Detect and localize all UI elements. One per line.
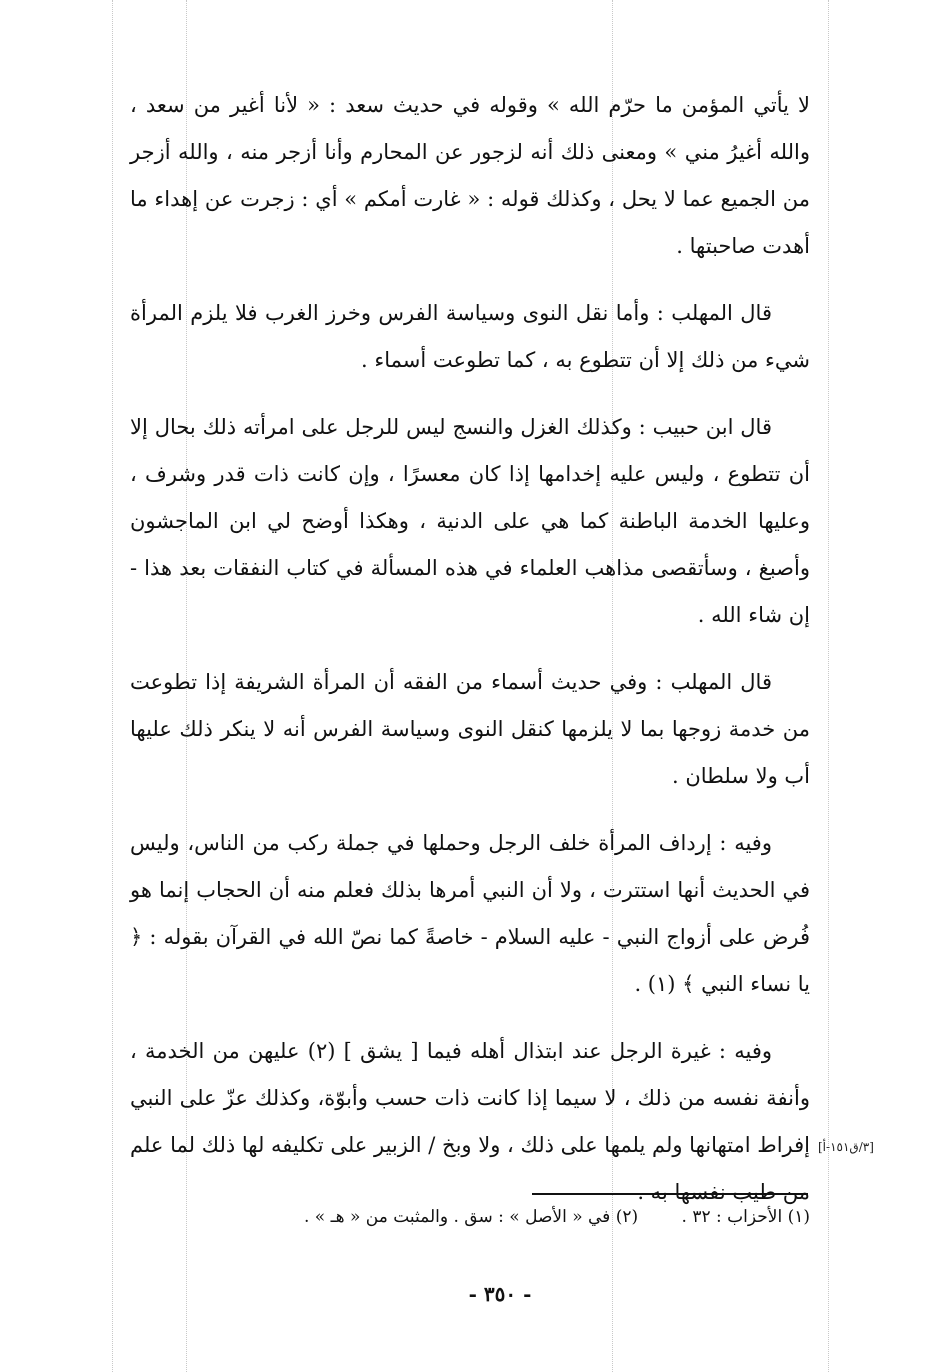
paragraph: وفيه : غيرة الرجل عند ابتذال أهله فيما [ يشق ] (٢) عليهن من الخدمة ، وأنفة نفسه من ذلك ، لا سيما إذا كانت ذات حسب وأبوّة، وكذلك عزّ على النبي إفراط امتهانها ولم يلمها على ذلك ، ولا وبخ / الزبير على تكليفه لها ذلك لما علم من طيب نفسها به .	[130, 1039, 810, 1204]
scan-guide-line	[828, 0, 829, 1372]
main-text	[130, 82, 810, 1236]
footnote-divider	[532, 1193, 808, 1195]
paragraph: قال المهلب : وأما نقل النوى وسياسة الفرس وخرز الغرب فلا يلزم المرأة شيء من ذلك إلا أن تتطوع به ، كما تطوعت أسماء .	[130, 301, 810, 372]
paragraph: لا يأتي المؤمن ما حرّم الله » وقوله في حديث سعد : « لأنا أغير من سعد ، والله أغيرُ مني » ومعنى ذلك أنه لزجور عن المحارم وأنا أزجر منه ، والله أزجر من الجميع عما لا يحل ، وكذلك قوله : « غارت أمكم » أي : زجرت عن إهداء ما أهدت صاحبتها .	[130, 93, 810, 258]
footnote-1: (١) الأحزاب : ٣٢ .	[681, 1207, 810, 1227]
footnotes	[170, 1207, 810, 1227]
page-number: - ٣٥٠ -	[468, 1282, 532, 1306]
paragraph: قال ابن حبيب : وكذلك الغزل والنسج ليس للرجل على امرأته ذلك بحال إلا أن تتطوع ، وليس عليه إخدامها إذا كان معسرًا ، وإن كانت ذات قدر وشرف ، وعليها الخدمة الباطنة كما هي على الدنية ، وهكذا أوضح لي ابن الماجشون وأصبغ ، وسأتقصى مذاهب العلماء في هذه المسألة في كتاب النفقات بعد هذا - إن شاء الله .	[130, 415, 810, 627]
manuscript-folio-reference: [٣/ق١٥١-أ]	[818, 1140, 874, 1154]
scan-guide-line	[112, 0, 113, 1372]
footnote-2: (٢) في « الأصل » : سق . والمثبت من « هـ » .	[303, 1207, 639, 1227]
paragraph: قال المهلب : وفي حديث أسماء من الفقه أن المرأة الشريفة إذا تطوعت من خدمة زوجها بما لا يلزمها كنقل النوى وسياسة الفرس أنه لا ينكر ذلك عليها أب ولا سلطان .	[130, 670, 810, 788]
paragraph: وفيه : إرداف المرأة خلف الرجل وحملها في جملة ركب من الناس، وليس في الحديث أنها استترت ، ولا أن النبي أمرها بذلك فعلم منه أن الحجاب إنما هو فُرض على أزواج النبي - عليه السلام - خاصةً كما نصّ الله في القرآن بقوله : ﴿ يا نساء النبي ﴾ (١) .	[130, 831, 810, 996]
